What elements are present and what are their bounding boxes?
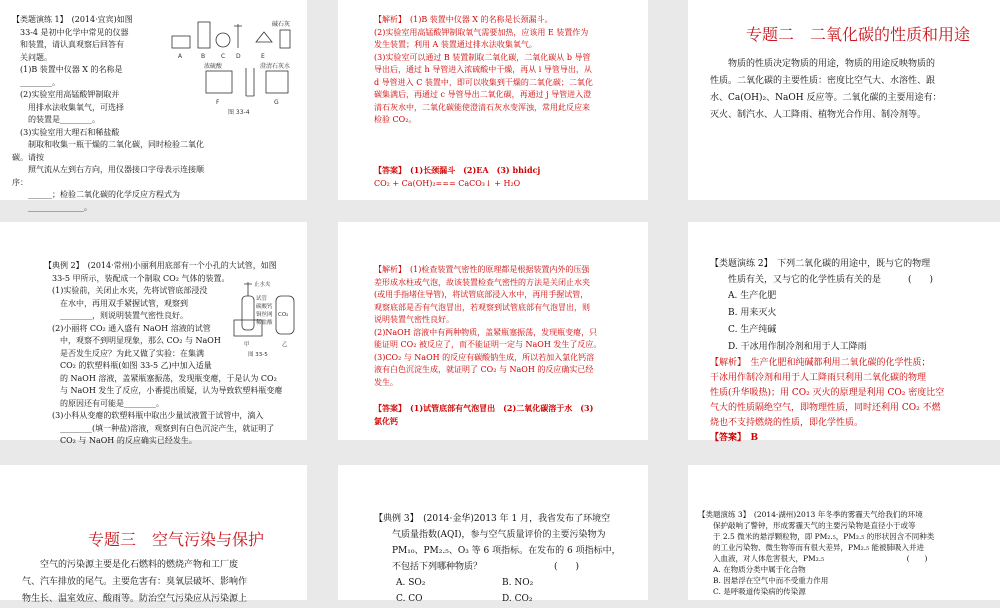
analysis-1-text: 【解析】 (1)B 装置中仪器 X 的名称是长颈漏斗。 (2)实验室用高锰酸钾制取氧气需要加热，应该用 E 装置作为 发生装置；利用 A 装置通过排水法收集氧气。 (3)实验室可以通过 B 装置制取二氧化碳，二氧化碳从 b 导管 导出后，通过 h 导管进入浓硫酸中干燥，再从 i 导管导出，从 d 导管进入 C 装置中，即可以收集到干燥的二氧化碳；二氧化 碳集满后，再通过 c 导管导出二氧化碳，再通过 j 导管进入澄 清石灰水中，二氧化碳能使澄清石灰水变浑浊，常用此反应来 检验 CO₂。 <box>374 15 593 124</box>
answer-1-text: 【答案】 (1)长颈漏斗 (2)EA (3) bhidcj <box>374 165 541 175</box>
slide-example-2[interactable] <box>0 222 307 445</box>
figure-label-clamp: 止水夹 <box>254 282 271 288</box>
figure-label-f: F <box>216 99 220 106</box>
figure-label-co2: CO₂ <box>278 312 289 318</box>
slide-exercise-3[interactable] <box>688 465 1000 600</box>
apparatus-figure-33-4 <box>168 16 298 116</box>
figure-label-tube: 试管 <box>256 296 268 302</box>
example-3-question: 【典例 3】 (2014·金华)2013 年 1 月，我省发布了环境空 气质量指数(AQI)，参与空气质量评价的主要污染物为 PM₁₀、PM₂.₅、O₃ 等 6 项指标。在发布的 6 项指标中， 不包括下列哪种物质？ ( ) <box>374 514 621 572</box>
topic-3-body: 空气的污染源主要是化石燃料的燃烧产物和工厂废 气、汽车排放的尾气。主要危害有：臭氧层破坏、影响作 物生长、温室效应、酸雨等。防治空气污染应从污染源上 <box>22 560 248 604</box>
apparatus-figure-33-5 <box>228 280 300 360</box>
exercise-3-text: 【类题演练 3】 (2014·湖州)2013 年冬季的雾霾天气给我们的环境 保护敲响了警钟，形成雾霾天气的主要污染物是直径小于或等 于 2.5 微米的悬浮颗粒物，即 PM₂.₅，PM₂.₅ 的形状因含不同种类 的工业污染物、微生物等而有很大差异，PM₂.₅ 能被肺吸入并进 入血液，对人体危害很大，PM₂.₅ ( ) A. 在物质分类中属于化合物 B. 因悬浮在空气中而不受重力作用 C. 是呼吸道传染病的传染源 <box>698 510 935 596</box>
figure-label-b: B <box>201 53 206 60</box>
slide-analysis-1[interactable] <box>338 0 648 200</box>
exercise-1-text: 【类题演练 1】 (2014·宜宾)如图 33-4 是初中化学中常见的仪器 和装置，请认真观察后回答有 关问题。 (1)B 装置中仪器 X 的名称是 ________。 (2)实验室用高锰酸钾制取并 用排水法收集氧气，可选择 的装置是________。 (3)实验室用大理石和稀盐酸 制取和收集一瓶干燥的二氧化碳，同时检验二氧化碳。请按 照气流从左到右方向，用仪器接口字母表示连接顺序： ______；检验二氧化碳的化学反应方程式为 ______________。 <box>12 15 204 212</box>
example-2-text: 【典例 2】 (2014·常州)小丽利用底部有一个小孔的大试管，如图 33-5 甲所示，装配成一个制取 CO₂ 气体的装置。 (1)实验前，关闭止水夹，先将试管底部浸没 在水中，再用双手紧握试管，观察到 ________，则说明装置气密性良好。 (2)小丽将 CO₂ 通入盛有 NaOH 溶液的试管 中，观察不到明显现象，那么 CO₂ 与 NaOH 是否发生反应？为此又做了实验：在集满 CO₂ 的软塑料瓶(如图 33-5 乙)中加入适量 的 NaOH 溶液，盖紧瓶塞振荡，发现瓶变瘪，于是认为 CO₂ 与 NaOH 发生了反应，小番提出质疑，认为导致软塑料瓶变瘪 的原因还有可能是________。 (3)小科从变瘪的软塑料瓶中取出少量试液置于试管中，滴入 ________(填一种盐)溶液，观察到有白色沉淀产生，就证明了 CO₂ 与 NaOH 的反应确实已经发生。 <box>44 261 283 445</box>
figure-label-a: A <box>178 53 183 60</box>
example-3-option-a: A. SO₂ <box>396 578 426 588</box>
figure-caption-33-5: 图 33-5 <box>248 352 268 358</box>
figure-label-yi: 乙 <box>282 342 288 348</box>
figure-label-c: C <box>221 53 226 60</box>
exercise-2-answer: 【答案】 B <box>710 433 759 443</box>
answer-1-equation: CO₂ + Ca(OH)₂=== CaCO₃↓ + H₂O <box>374 179 521 188</box>
exercise-2-question: 【类题演练 2】 下列二氧化碳的用途中，既与它的物理 性质有关，又与它的化学性质有关的是 ( ) <box>710 259 934 285</box>
figure-label-caco3: 碳酸钙 <box>256 304 273 310</box>
analysis-2-text: 【解析】 (1)检查装置气密性的原理都是根据装置内外的压强 差形成水柱或气泡，故该装置检查气密性的方法是关闭止水夹 (或用手指堵住导管)，将试管底部浸入水中，再用手握试管， 观察底部是否有气泡冒出，若观察到试管底部有气泡冒出，则 说明装置气密性良好。 (2)NaOH 溶液中有两种物质，盖紧瓶塞振荡，发现瓶变瘪，只 能证明 CO₂ 被反应了，而不能证明一定与 NaOH 发生了反应。 (3)CO₂ 与 NaOH 的反应有碳酸钠生成，所以若加入氯化钙溶 液有白色沉淀生成，就证明了 CO₂ 与 NaOH 的反应确实已经 发生。 <box>374 265 602 387</box>
slide-topic-2[interactable] <box>688 0 1000 200</box>
figure-label-soda-lime: 碱石灰 <box>272 21 291 28</box>
figure-label-mesh: 铜丝网 <box>256 312 273 318</box>
figure-caption-33-4: 图 33-4 <box>228 109 250 116</box>
topic-2-body: 物质的性质决定物质的用途，物质的用途反映物质的 性质。二氧化碳的主要性质：密度比空气大、水溶性、跟 水、Ca(OH)₂、NaOH 反应等。二氧化碳的主要用途有： 灭火、制汽水、人工降雨、植物光合作用、制冷剂等。 <box>710 59 942 120</box>
slide-analysis-2[interactable] <box>338 222 648 440</box>
figure-label-e: E <box>261 53 265 60</box>
figure-label-hcl: 稀盐酸 <box>256 320 273 326</box>
exercise-2-option-b: B. 用来灭火 <box>728 308 777 318</box>
figure-label-g: G <box>274 99 279 106</box>
figure-label-jia: 甲 <box>244 342 250 348</box>
slide-exercise-2[interactable] <box>688 222 1000 443</box>
exercise-2-option-a: A. 生产化肥 <box>728 291 777 301</box>
figure-label-sulfuric-acid: 浓硫酸 <box>204 63 223 70</box>
slide-topic-3[interactable] <box>0 465 307 604</box>
exercise-2-analysis: 【解析】 生产化肥和纯碱都利用二氧化碳的化学性质； 干冰用作制冷剂和用于人工降雨只利用二氧化碳的物理 性质(升华吸热)；用 CO₂ 灭火的原理是利用 CO₂ 密度比空 气大的性质隔绝空气，即物理性质，同时还利用 CO₂ 不燃 烧也不支持燃烧的性质，即化学性质。 <box>710 358 945 428</box>
answer-2-text: 【答案】 (1)试管底部有气泡冒出 (2)二氧化碳溶于水 (3) 氯化钙 <box>374 403 594 426</box>
example-3-option-b: B. NO₂ <box>502 578 534 588</box>
exercise-2-option-c: C. 生产纯碱 <box>728 325 777 335</box>
example-3-option-c: C. CO <box>396 594 423 604</box>
topic-3-title: 专题三 空气污染与保护 <box>88 530 265 549</box>
topic-2-title: 专题二 二氧化碳的性质和用途 <box>746 25 971 44</box>
figure-label-limewater: 澄清石灰水 <box>260 63 291 70</box>
figure-label-d: D <box>236 53 241 60</box>
exercise-2-option-d: D. 干冰用作制冷剂和用于人工降雨 <box>728 342 867 352</box>
slide-example-3[interactable] <box>338 465 648 604</box>
slide-exercise-1[interactable] <box>0 0 307 212</box>
example-3-option-d: D. CO₂ <box>502 594 533 604</box>
